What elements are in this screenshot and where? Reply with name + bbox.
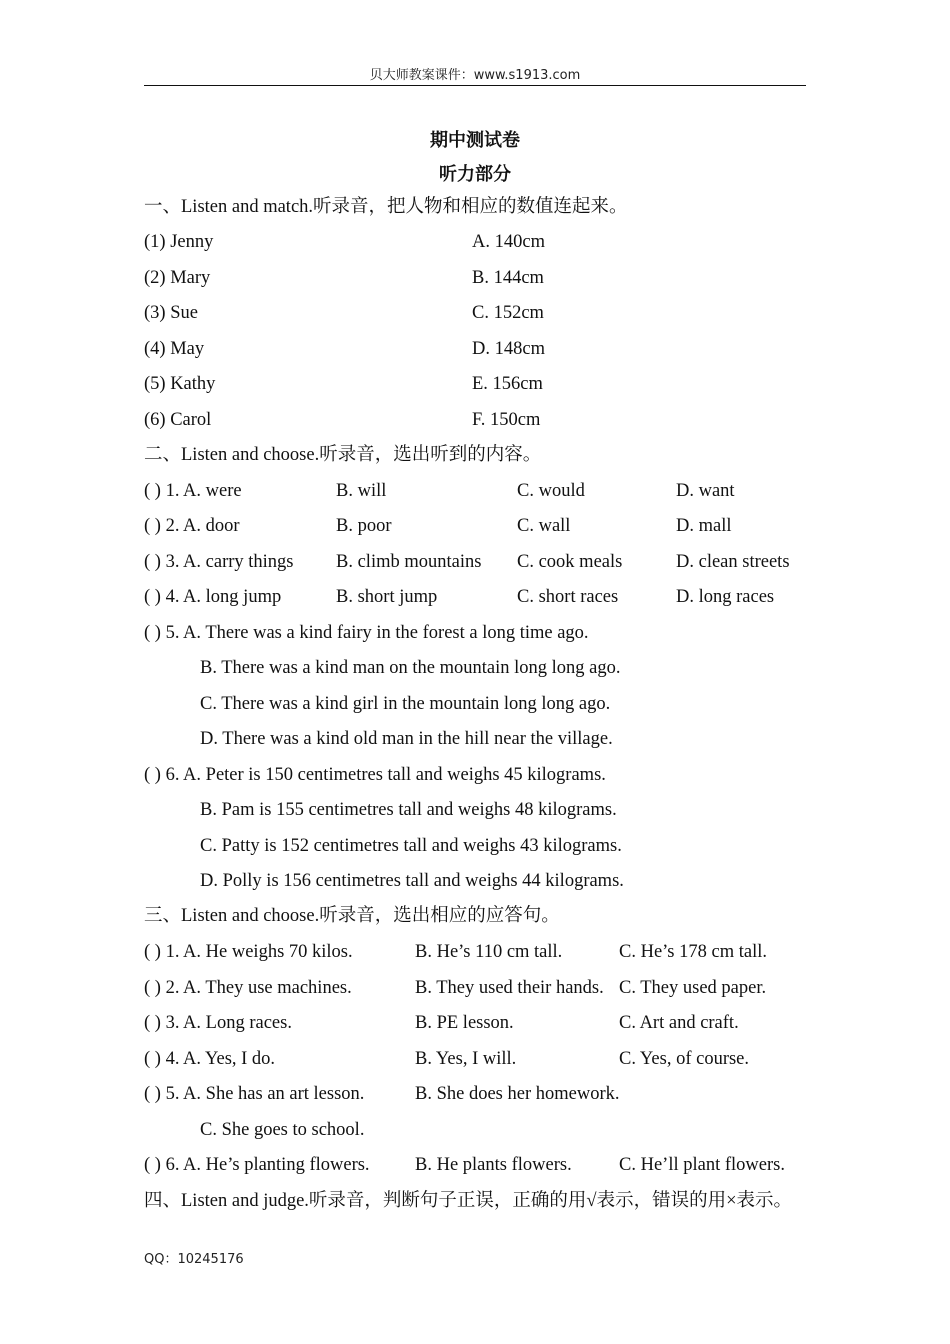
match-left-item: (2) Mary <box>144 268 211 288</box>
question-option: B. There was a kind man on the mountain long long ago. <box>200 658 621 678</box>
question-option: C. She goes to school. <box>200 1120 365 1140</box>
question-option: ( ) 1. A. He weighs 70 kilos. <box>144 942 353 962</box>
match-right-item: F. 150cm <box>472 410 541 430</box>
match-right-item: C. 152cm <box>472 303 544 323</box>
question-option: ( ) 1. A. were <box>144 481 242 501</box>
question-option: B. poor <box>336 516 392 536</box>
question-option: C. wall <box>517 516 571 536</box>
question-option: ( ) 6. A. He’s planting flowers. <box>144 1155 370 1175</box>
question-option: B. will <box>336 481 387 501</box>
question-option: ( ) 3. A. Long races. <box>144 1013 292 1033</box>
question-option: ( ) 6. A. Peter is 150 centimetres tall and weighs 45 kilograms. <box>144 765 606 785</box>
question-option: D. mall <box>676 516 732 536</box>
question-option: B. He plants flowers. <box>415 1155 572 1175</box>
question-option: ( ) 5. A. She has an art lesson. <box>144 1084 365 1104</box>
question-option: B. He’s 110 cm tall. <box>415 942 563 962</box>
match-right-item: B. 144cm <box>472 268 544 288</box>
question-option: D. Polly is 156 centimetres tall and weighs 44 kilograms. <box>200 871 624 891</box>
question-option: D. There was a kind old man in the hill near the village. <box>200 729 613 749</box>
question-option: B. They used their hands. <box>415 978 604 998</box>
question-option: B. PE lesson. <box>415 1013 514 1033</box>
header-rule <box>144 85 806 86</box>
question-option: C. Art and craft. <box>619 1013 739 1033</box>
match-right-item: D. 148cm <box>472 339 545 359</box>
question-option: C. There was a kind girl in the mountain long long ago. <box>200 694 611 714</box>
question-option: D. want <box>676 481 735 501</box>
question-option: D. long races <box>676 587 775 607</box>
section4-heading: 四、Listen and judge.听录音，判断句子正误，正确的用√表示，错误的用×表示。 <box>144 1191 793 1211</box>
question-option: C. They used paper. <box>619 978 767 998</box>
match-left-item: (5) Kathy <box>144 374 216 394</box>
page-title: 期中测试卷 <box>430 130 520 151</box>
page-subtitle: 听力部分 <box>439 164 511 185</box>
question-option: B. Pam is 155 centimetres tall and weighs 48 kilograms. <box>200 800 617 820</box>
question-option: C. Patty is 152 centimetres tall and weighs 43 kilograms. <box>200 836 622 856</box>
match-left-item: (3) Sue <box>144 303 198 323</box>
question-option: C. He’s 178 cm tall. <box>619 942 767 962</box>
question-option: ( ) 2. A. They use machines. <box>144 978 352 998</box>
question-option: C. short races <box>517 587 619 607</box>
question-option: ( ) 2. A. door <box>144 516 240 536</box>
question-option: ( ) 4. A. long jump <box>144 587 282 607</box>
question-option: C. Yes, of course. <box>619 1049 750 1069</box>
question-option: C. He’ll plant flowers. <box>619 1155 785 1175</box>
question-option: C. cook meals <box>517 552 623 572</box>
question-option: B. Yes, I will. <box>415 1049 517 1069</box>
section1-heading: 一、Listen and match.听录音，把人物和相应的数值连起来。 <box>144 197 628 217</box>
question-option: C. would <box>517 481 585 501</box>
question-option: B. short jump <box>336 587 438 607</box>
question-option: ( ) 4. A. Yes, I do. <box>144 1049 276 1069</box>
section3-heading: 三、Listen and choose.听录音，选出相应的应答句。 <box>144 906 560 926</box>
section2-heading: 二、Listen and choose.听录音，选出听到的内容。 <box>144 445 542 465</box>
page-footer: QQ：10245176 <box>144 1252 244 1267</box>
question-option: D. clean streets <box>676 552 790 572</box>
question-option: ( ) 5. A. There was a kind fairy in the forest a long time ago. <box>144 623 589 643</box>
match-right-item: E. 156cm <box>472 374 543 394</box>
question-option: B. She does her homework. <box>415 1084 620 1104</box>
question-option: B. climb mountains <box>336 552 482 572</box>
match-right-item: A. 140cm <box>472 232 545 252</box>
match-left-item: (1) Jenny <box>144 232 214 252</box>
question-option: ( ) 3. A. carry things <box>144 552 294 572</box>
page-header: 贝大师教案课件：www.s1913.com <box>369 68 581 83</box>
match-left-item: (6) Carol <box>144 410 212 430</box>
match-left-item: (4) May <box>144 339 205 359</box>
